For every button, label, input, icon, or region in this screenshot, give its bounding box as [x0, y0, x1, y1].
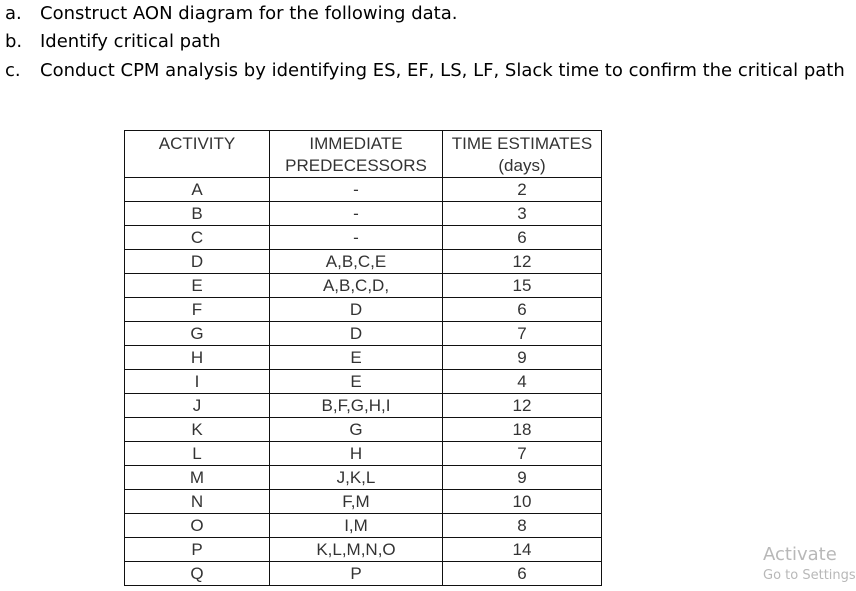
header-predecessors-line1: IMMEDIATE	[309, 134, 403, 153]
header-activity	[125, 131, 270, 178]
activity-cell: H	[125, 346, 270, 370]
predecessors-cell: H	[270, 442, 443, 466]
time-estimate-cell: 4	[443, 370, 602, 394]
activity-cell: O	[125, 514, 270, 538]
predecessors-cell: F,M	[270, 490, 443, 514]
instruction-marker: c.	[5, 60, 21, 81]
activity-cell: Q	[125, 562, 270, 586]
activity-cell: B	[125, 202, 270, 226]
header-time-line1: TIME ESTIMATES	[451, 134, 593, 153]
table-row	[125, 514, 602, 538]
activation-watermark	[763, 544, 856, 586]
activity-cell: F	[125, 298, 270, 322]
watermark-subtitle: Go to Settings	[763, 568, 856, 583]
table-row	[125, 562, 602, 586]
activity-cell: N	[125, 490, 270, 514]
time-estimate-cell: 15	[443, 274, 602, 298]
predecessors-cell: -	[270, 226, 443, 250]
predecessors-cell: E	[270, 370, 443, 394]
predecessors-cell: D	[270, 298, 443, 322]
predecessors-cell: E	[270, 346, 443, 370]
predecessors-cell: K,L,M,N,O	[270, 538, 443, 562]
table-header-row	[125, 131, 602, 178]
time-estimate-cell: 7	[443, 322, 602, 346]
instruction-text: Conduct CPM analysis by identifying ES, EF, LS, LF, Slack time to confirm the critical path	[40, 60, 845, 81]
table-body	[125, 178, 602, 586]
table-row	[125, 394, 602, 418]
predecessors-cell: I,M	[270, 514, 443, 538]
predecessors-cell: G	[270, 418, 443, 442]
table-row	[125, 202, 602, 226]
table-row	[125, 466, 602, 490]
table-row	[125, 370, 602, 394]
activity-cell: G	[125, 322, 270, 346]
time-estimate-cell: 10	[443, 490, 602, 514]
header-activity-label: ACTIVITY	[158, 134, 236, 153]
table-row	[125, 442, 602, 466]
instruction-marker: a.	[5, 3, 22, 24]
time-estimate-cell: 6	[443, 226, 602, 250]
activity-cell: D	[125, 250, 270, 274]
table-row	[125, 322, 602, 346]
activity-table	[124, 130, 602, 586]
header-predecessors	[270, 131, 443, 178]
time-estimate-cell: 7	[443, 442, 602, 466]
table-row	[125, 538, 602, 562]
time-estimate-cell: 12	[443, 250, 602, 274]
time-estimate-cell: 6	[443, 298, 602, 322]
predecessors-cell: B,F,G,H,I	[270, 394, 443, 418]
activity-cell: K	[125, 418, 270, 442]
instruction-text: Construct AON diagram for the following data.	[40, 3, 458, 24]
activity-cell: E	[125, 274, 270, 298]
activity-cell: C	[125, 226, 270, 250]
time-estimate-cell: 2	[443, 178, 602, 202]
time-estimate-cell: 3	[443, 202, 602, 226]
table-row	[125, 178, 602, 202]
time-estimate-cell: 9	[443, 346, 602, 370]
time-estimate-cell: 18	[443, 418, 602, 442]
table-row	[125, 226, 602, 250]
activity-cell: J	[125, 394, 270, 418]
table-row	[125, 346, 602, 370]
instruction-marker: b.	[5, 31, 23, 52]
watermark-title: Activate	[763, 544, 837, 565]
time-estimate-cell: 9	[443, 466, 602, 490]
table-row	[125, 274, 602, 298]
instruction-text: Identify critical path	[40, 31, 221, 52]
table-row	[125, 298, 602, 322]
header-time-estimates	[443, 131, 602, 178]
time-estimate-cell: 12	[443, 394, 602, 418]
table-row	[125, 418, 602, 442]
activity-cell: I	[125, 370, 270, 394]
activity-cell: L	[125, 442, 270, 466]
header-predecessors-line2: PREDECESSORS	[285, 156, 427, 175]
time-estimate-cell: 14	[443, 538, 602, 562]
header-time-line2: (days)	[498, 156, 546, 175]
predecessors-cell: -	[270, 178, 443, 202]
time-estimate-cell: 8	[443, 514, 602, 538]
predecessors-cell: A,B,C,E	[270, 250, 443, 274]
predecessors-cell: -	[270, 202, 443, 226]
activity-cell: M	[125, 466, 270, 490]
activity-cell: P	[125, 538, 270, 562]
time-estimate-cell: 6	[443, 562, 602, 586]
activity-cell: A	[125, 178, 270, 202]
predecessors-cell: D	[270, 322, 443, 346]
table-row	[125, 490, 602, 514]
table-row	[125, 250, 602, 274]
predecessors-cell: A,B,C,D,	[270, 274, 443, 298]
predecessors-cell: P	[270, 562, 443, 586]
predecessors-cell: J,K,L	[270, 466, 443, 490]
